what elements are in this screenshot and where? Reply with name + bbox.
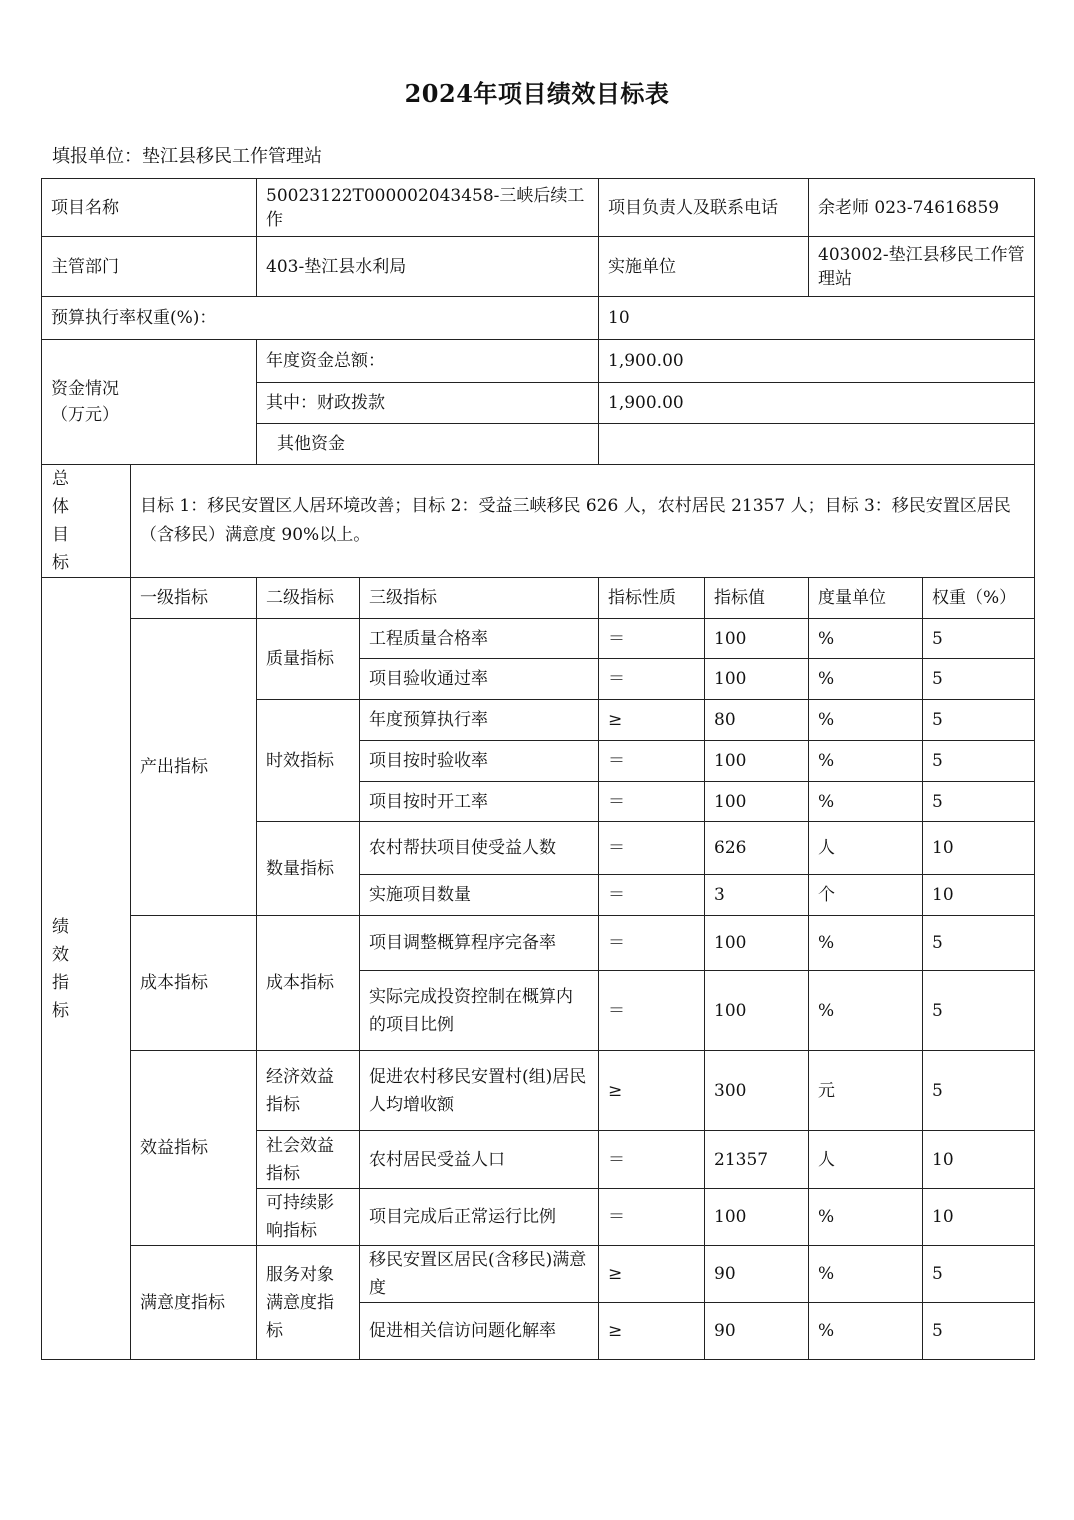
indicator-value: 100 — [705, 741, 809, 782]
indicators-label — [42, 578, 131, 1360]
indicator-nature: ＝ — [599, 1189, 705, 1246]
indicator-name: 农村帮扶项目使受益人数 — [360, 822, 599, 875]
indicator-unit: % — [809, 782, 923, 822]
indicator-weight: 5 — [923, 1246, 1035, 1303]
indicator-nature: ＝ — [599, 659, 705, 700]
fiscal-value: 1,900.00 — [599, 383, 1035, 424]
funds-label-line2: （万元） — [51, 405, 119, 425]
indicator-value: 100 — [705, 971, 809, 1051]
indicator-name: 促进相关信访问题化解率 — [360, 1303, 599, 1360]
table-row — [42, 619, 1035, 659]
indicator-unit: % — [809, 1189, 923, 1246]
other-funds-value — [599, 424, 1035, 465]
indicator-name: 工程质量合格率 — [360, 619, 599, 659]
indicator-nature: ＝ — [599, 875, 705, 916]
header-weight: 权重（%） — [923, 578, 1035, 619]
indicator-nature: ＝ — [599, 782, 705, 822]
indicator-weight: 10 — [923, 822, 1035, 875]
dept-value: 403-垫江县水利局 — [257, 237, 599, 297]
indicator-weight: 5 — [923, 1303, 1035, 1360]
performance-table — [41, 178, 1035, 1360]
budget-weight-label: 预算执行率权重(%)： — [42, 297, 599, 340]
indicators-label-char: 指 — [52, 972, 69, 993]
indicator-name: 农村居民受益人口 — [360, 1131, 599, 1189]
indicator-name: 实际完成投资控制在概算内的项目比例 — [360, 971, 599, 1051]
indicator-unit: 个 — [809, 875, 923, 916]
header-unit: 度量单位 — [809, 578, 923, 619]
indicator-nature: ≥ — [599, 1246, 705, 1303]
group-social: 社会效益指标 — [257, 1131, 360, 1189]
group-sustain: 可持续影响指标 — [257, 1189, 360, 1246]
funds-label — [42, 340, 257, 465]
indicator-nature: ＝ — [599, 619, 705, 659]
header-level3: 三级指标 — [360, 578, 599, 619]
indicator-nature: ≥ — [599, 1303, 705, 1360]
header-value: 指标值 — [705, 578, 809, 619]
indicator-value: 3 — [705, 875, 809, 916]
indicator-value: 80 — [705, 700, 809, 741]
group-satisfaction: 满意度指标 — [131, 1246, 257, 1360]
page-title: 2024年项目绩效目标表 — [404, 79, 670, 108]
indicator-value: 626 — [705, 822, 809, 875]
annual-total-label: 年度资金总额： — [257, 340, 599, 383]
goal-label-char: 体 — [52, 497, 69, 517]
indicator-weight: 5 — [923, 1051, 1035, 1131]
indicator-name: 项目验收通过率 — [360, 659, 599, 700]
goal-label-char: 标 — [52, 553, 69, 573]
group-quality: 质量指标 — [257, 619, 360, 700]
project-name-value: 50023122T000002043458-三峡后续工作 — [257, 179, 599, 237]
indicator-value: 100 — [705, 1189, 809, 1246]
indicator-name: 促进农村移民安置村(组)居民人均增收额 — [360, 1051, 599, 1131]
header-level1: 一级指标 — [131, 578, 257, 619]
other-funds-label: 其他资金 — [257, 424, 599, 465]
indicators-label-char: 效 — [52, 944, 69, 965]
indicator-nature: ≥ — [599, 700, 705, 741]
overall-goal-row — [42, 465, 1035, 578]
indicator-weight: 10 — [923, 1189, 1035, 1246]
project-name-label: 项目名称 — [42, 179, 257, 237]
indicator-weight: 5 — [923, 700, 1035, 741]
indicator-nature: ＝ — [599, 916, 705, 971]
indicator-unit: 人 — [809, 1131, 923, 1189]
indicators-label-char: 绩 — [52, 916, 69, 937]
project-name-row — [42, 179, 1035, 237]
indicator-name: 项目完成后正常运行比例 — [360, 1189, 599, 1246]
contact-label: 项目负责人及联系电话 — [599, 179, 809, 237]
indicator-value: 21357 — [705, 1131, 809, 1189]
funds-total-row — [42, 340, 1035, 383]
indicator-value: 90 — [705, 1303, 809, 1360]
indicator-nature: ＝ — [599, 822, 705, 875]
indicator-name: 实施项目数量 — [360, 875, 599, 916]
indicator-weight: 5 — [923, 741, 1035, 782]
indicator-nature: ≥ — [599, 1051, 705, 1131]
budget-weight-value: 10 — [599, 297, 1035, 340]
table-row — [42, 1246, 1035, 1303]
indicator-unit: % — [809, 700, 923, 741]
indicator-weight: 5 — [923, 659, 1035, 700]
indicator-name: 项目按时开工率 — [360, 782, 599, 822]
indicator-unit: % — [809, 619, 923, 659]
indicator-weight: 10 — [923, 875, 1035, 916]
indicator-unit: % — [809, 1303, 923, 1360]
indicator-unit: 元 — [809, 1051, 923, 1131]
indicator-value: 100 — [705, 659, 809, 700]
table-row — [42, 916, 1035, 971]
group-cost-sub: 成本指标 — [257, 916, 360, 1051]
indicator-value: 100 — [705, 782, 809, 822]
indicator-unit: % — [809, 1246, 923, 1303]
annual-total-value: 1,900.00 — [599, 340, 1035, 383]
indicator-nature: ＝ — [599, 1131, 705, 1189]
filing-unit: 填报单位：垫江县移民工作管理站 — [52, 146, 322, 167]
group-benefit: 效益指标 — [131, 1051, 257, 1246]
group-output: 产出指标 — [131, 619, 257, 916]
funds-label-line1: 资金情况 — [51, 379, 119, 399]
indicator-weight: 5 — [923, 619, 1035, 659]
indicator-unit: % — [809, 971, 923, 1051]
indicator-weight: 5 — [923, 916, 1035, 971]
indicator-weight: 5 — [923, 782, 1035, 822]
goal-label-char: 总 — [52, 469, 69, 489]
indicator-name: 项目按时验收率 — [360, 741, 599, 782]
goal-label-char: 目 — [52, 525, 69, 545]
indicator-unit: % — [809, 916, 923, 971]
group-quantity: 数量指标 — [257, 822, 360, 916]
indicator-value: 90 — [705, 1246, 809, 1303]
dept-label: 主管部门 — [42, 237, 257, 297]
indicator-nature: ＝ — [599, 741, 705, 782]
indicator-name: 移民安置区居民(含移民)满意度 — [360, 1246, 599, 1303]
indicator-name: 项目调整概算程序完备率 — [360, 916, 599, 971]
indicators-label-char: 标 — [52, 1000, 69, 1021]
header-level2: 二级指标 — [257, 578, 360, 619]
overall-goal-text: 目标 1：移民安置区人居环境改善；目标 2：受益三峡移民 626 人，农村居民 21357 人；目标 3：移民安置区居民（含移民）满意度 90%以上。 — [131, 465, 1035, 578]
contact-value: 余老师 023-74616859 — [809, 179, 1035, 237]
indicator-nature: ＝ — [599, 971, 705, 1051]
budget-weight-row — [42, 297, 1035, 340]
indicator-value: 100 — [705, 619, 809, 659]
indicator-weight: 5 — [923, 971, 1035, 1051]
fiscal-label: 其中：财政拨款 — [257, 383, 599, 424]
group-timeliness: 时效指标 — [257, 700, 360, 822]
indicator-header-row — [42, 578, 1035, 619]
indicator-weight: 10 — [923, 1131, 1035, 1189]
impl-unit-value: 403002-垫江县移民工作管理站 — [809, 237, 1035, 297]
indicator-unit: 人 — [809, 822, 923, 875]
overall-goal-label — [42, 465, 131, 578]
header-nature: 指标性质 — [599, 578, 705, 619]
department-row — [42, 237, 1035, 297]
indicator-unit: % — [809, 741, 923, 782]
impl-unit-label: 实施单位 — [599, 237, 809, 297]
group-service: 服务对象满意度指标 — [257, 1246, 360, 1360]
indicator-unit: % — [809, 659, 923, 700]
group-cost: 成本指标 — [131, 916, 257, 1051]
indicator-value: 300 — [705, 1051, 809, 1131]
table-row — [42, 1051, 1035, 1131]
group-economic: 经济效益指标 — [257, 1051, 360, 1131]
indicator-name: 年度预算执行率 — [360, 700, 599, 741]
indicator-value: 100 — [705, 916, 809, 971]
